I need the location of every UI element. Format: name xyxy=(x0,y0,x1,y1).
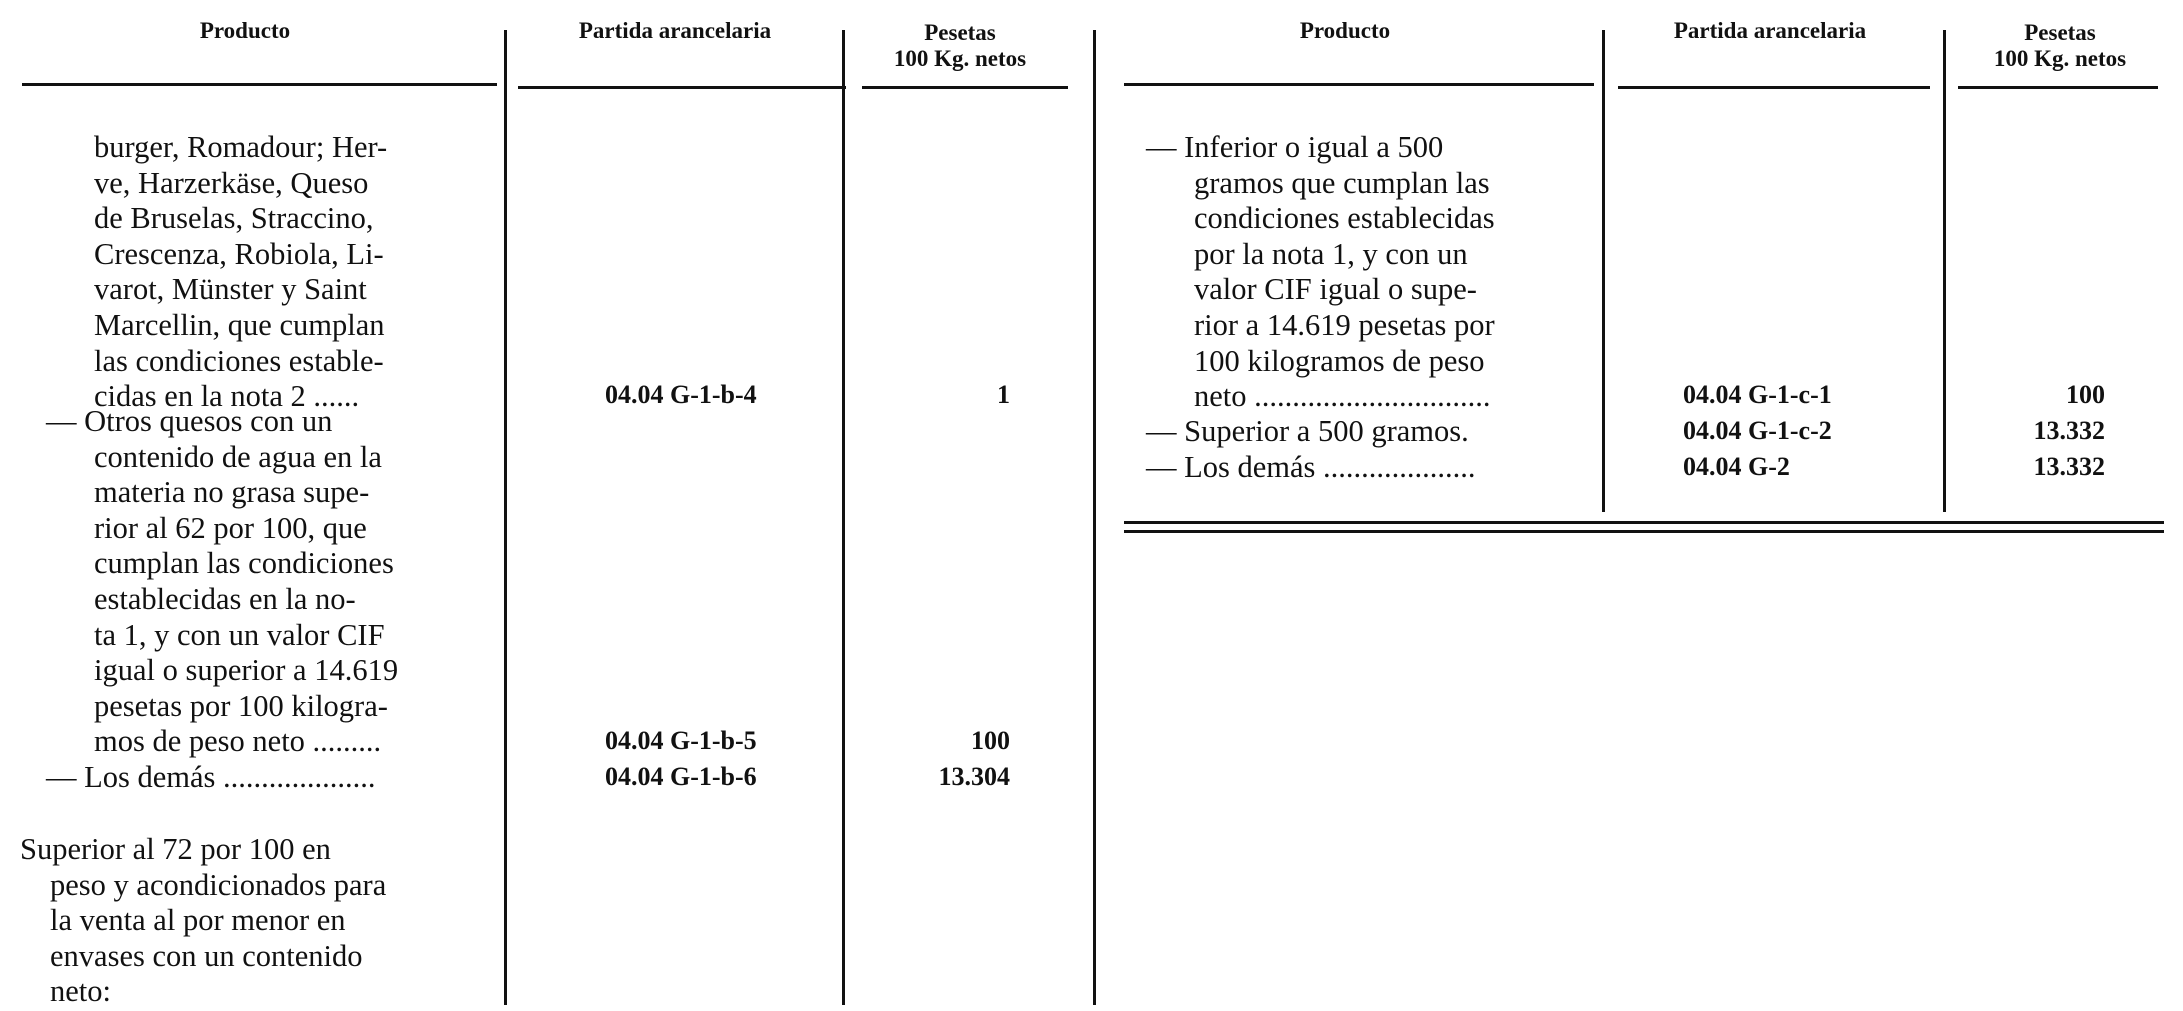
header-rule-product-left xyxy=(22,83,497,86)
left-price-2: 100 xyxy=(971,726,1010,755)
left-b1-line-6: Marcellin, que cumplan xyxy=(94,307,385,342)
right-price-1: 100 xyxy=(2066,380,2105,409)
left-b1-line-4: Crescenza, Robiola, Li- xyxy=(94,236,384,271)
header-rule-product-right xyxy=(1124,83,1594,86)
left-b4-line-4: envases con un contenido xyxy=(50,938,363,973)
header-tariff-right: Partida arancelaria xyxy=(1673,18,1867,43)
left-product-block-4 xyxy=(20,832,386,1010)
left-b1-line-5: varot, Münster y Saint xyxy=(94,272,367,307)
right-price-2: 13.332 xyxy=(2033,416,2105,445)
header-rule-tariff-right xyxy=(1618,86,1930,89)
header-tariff-left: Partida arancelaria xyxy=(578,18,772,43)
right-product-block-3: — Los demás .................... xyxy=(1146,450,1476,484)
right-b1-line-4: por la nota 1, y con un xyxy=(1194,236,1468,271)
table-end-rule-bottom xyxy=(1124,530,2164,533)
right-b1-line-3: condiciones establecidas xyxy=(1194,201,1495,236)
left-tariff-3: 04.04 G-1-b-6 xyxy=(605,762,757,791)
left-b2-line-5: cumplan las condiciones xyxy=(94,546,394,581)
header-product-left: Producto xyxy=(199,18,291,43)
left-b2-line-8: igual o superior a 14.619 xyxy=(94,653,399,688)
right-b1-line-7: 100 kilogramos de peso xyxy=(1194,343,1485,378)
right-b1-line-1: — Inferior o igual a 500 xyxy=(1146,130,1444,164)
left-b2-line-9: pesetas por 100 kilogra- xyxy=(94,688,388,723)
right-b1-line-5: valor CIF igual o supe- xyxy=(1194,272,1477,307)
divider-left-1 xyxy=(504,30,507,1005)
left-b2-line-1: — Otros quesos con un xyxy=(46,404,333,438)
header-price-left-line2: 100 Kg. netos xyxy=(893,46,1027,71)
right-tariff-1: 04.04 G-1-c-1 xyxy=(1683,380,1832,409)
left-b4-line-3: la venta al por menor en xyxy=(50,903,346,938)
right-tariff-2: 04.04 G-1-c-2 xyxy=(1683,416,1832,445)
left-tariff-1: 04.04 G-1-b-4 xyxy=(605,380,757,409)
left-b2-line-3: materia no grasa supe- xyxy=(94,475,370,510)
left-b2-line-2: contenido de agua en la xyxy=(94,439,382,474)
divider-left-2 xyxy=(842,30,845,1005)
divider-right-1 xyxy=(1602,30,1605,512)
left-b2-line-10: mos de peso neto ......... xyxy=(94,724,382,759)
left-b1-line-2: ve, Harzerkäse, Queso xyxy=(94,165,369,200)
left-b4-line-5: neto: xyxy=(50,974,111,1009)
header-product-right: Producto xyxy=(1299,18,1391,43)
right-product-block-1 xyxy=(1146,130,1495,415)
left-b1-line-8: cidas en la nota 2 ...... xyxy=(94,379,360,414)
left-tariff-2: 04.04 G-1-b-5 xyxy=(605,726,757,755)
left-product-block-1 xyxy=(94,130,387,415)
left-b2-line-7: ta 1, y con un valor CIF xyxy=(94,617,385,652)
left-b4-line-2: peso y acondicionados para xyxy=(50,867,387,902)
left-price-3: 13.304 xyxy=(938,762,1010,791)
right-b1-line-2: gramos que cumplan las xyxy=(1194,165,1490,200)
header-price-left-line1: Pesetas xyxy=(924,20,996,45)
left-b2-line-6: establecidas en la no- xyxy=(94,581,356,616)
left-product-block-3: — Los demás .................... xyxy=(46,760,376,794)
left-b1-line-7: las condiciones estable- xyxy=(94,343,384,378)
divider-right-2 xyxy=(1943,30,1946,512)
left-b1-line-3: de Bruselas, Straccino, xyxy=(94,201,374,236)
header-price-right-line1: Pesetas xyxy=(2024,20,2096,45)
header-rule-price-right xyxy=(1958,86,2158,89)
right-b1-line-6: rior a 14.619 pesetas por xyxy=(1194,307,1495,342)
table-end-rule-top xyxy=(1124,521,2164,524)
right-b1-line-8: neto ............................... xyxy=(1194,379,1491,414)
right-product-block-2: — Superior a 500 gramos. xyxy=(1146,414,1469,448)
right-tariff-3: 04.04 G-2 xyxy=(1683,452,1790,481)
header-price-right-line2: 100 Kg. netos xyxy=(1993,46,2127,71)
left-b4-line-1: Superior al 72 por 100 en xyxy=(20,832,331,866)
left-price-1: 1 xyxy=(997,380,1010,409)
header-rule-price-left xyxy=(862,86,1068,89)
header-rule-tariff-left xyxy=(518,86,846,89)
left-b1-line-1: burger, Romadour; Her- xyxy=(94,130,388,164)
left-product-block-2 xyxy=(46,404,398,760)
right-price-3: 13.332 xyxy=(2033,452,2105,481)
divider-center xyxy=(1093,30,1096,1005)
left-b2-line-4: rior al 62 por 100, que xyxy=(94,510,367,545)
